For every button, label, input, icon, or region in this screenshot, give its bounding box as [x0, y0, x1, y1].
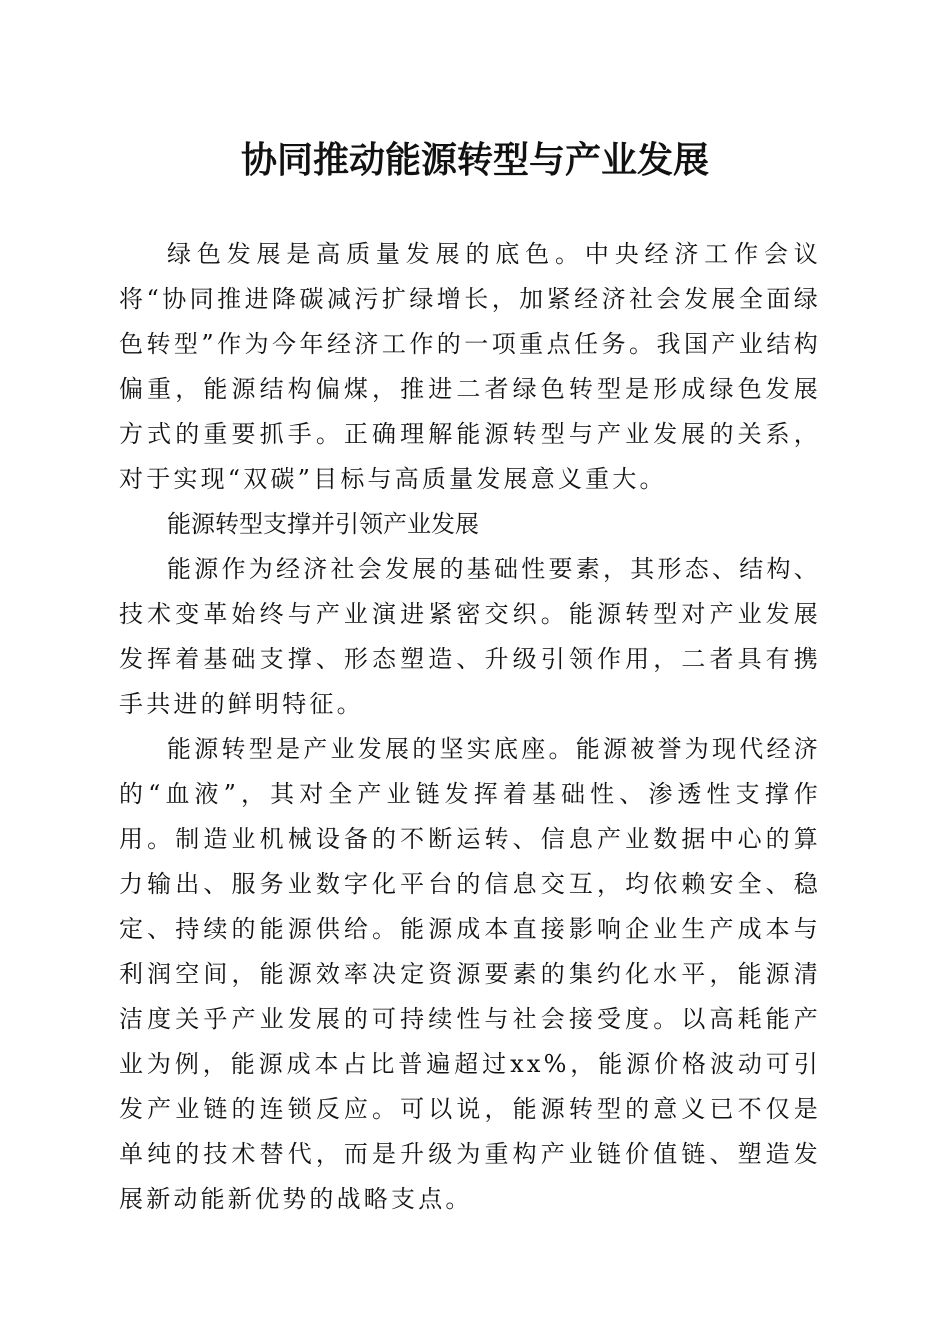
document-title: 协同推动能源转型与产业发展 — [240, 139, 709, 181]
paragraph-intro: 绿色发展是高质量发展的底色。中央经济工作会议将“协同推进降碳减污扩绿增长，加紧经济社会发展全面绿色转型”作为今年经济工作的一项重点任务。我国产业结构偏重，能源结构偏煤，推进二者绿色转型是形成绿色发展方式的重要抓手。正确理解能源转型与产业发展的关系，对于实现“双碳”目标与高质量发展意义重大。 — [119, 240, 821, 493]
paragraph-energy-role: 能源作为经济社会发展的基础性要素，其形态、结构、技术变革始终与产业演进紧密交织。能源转型对产业发展发挥着基础支撑、形态塑造、升级引领作用，二者具有携手共进的鲜明特征。 — [119, 555, 821, 718]
section-heading: 能源转型支撑并引领产业发展 — [167, 510, 479, 538]
document-body — [119, 232, 821, 1222]
paragraph-energy-foundation: 能源转型是产业发展的坚实底座。能源被誉为现代经济的“血液”，其对全产业链发挥着基础性、渗透性支撑作用。制造业机械设备的不断运转、信息产业数据中心的算力输出、服务业数字化平台的信息交互，均依赖安全、稳定、持续的能源供给。能源成本直接影响企业生产成本与利润空间，能源效率决定资源要素的集约化水平，能源清洁度关乎产业发展的可持续性与社会接受度。以高耗能产业为例，能源成本占比普遍超过xx%，能源价格波动可引发产业链的连锁反应。可以说，能源转型的意义已不仅是单纯的技术替代，而是升级为重构产业链价值链、塑造发展新动能新优势的战略支点。 — [119, 735, 821, 1213]
